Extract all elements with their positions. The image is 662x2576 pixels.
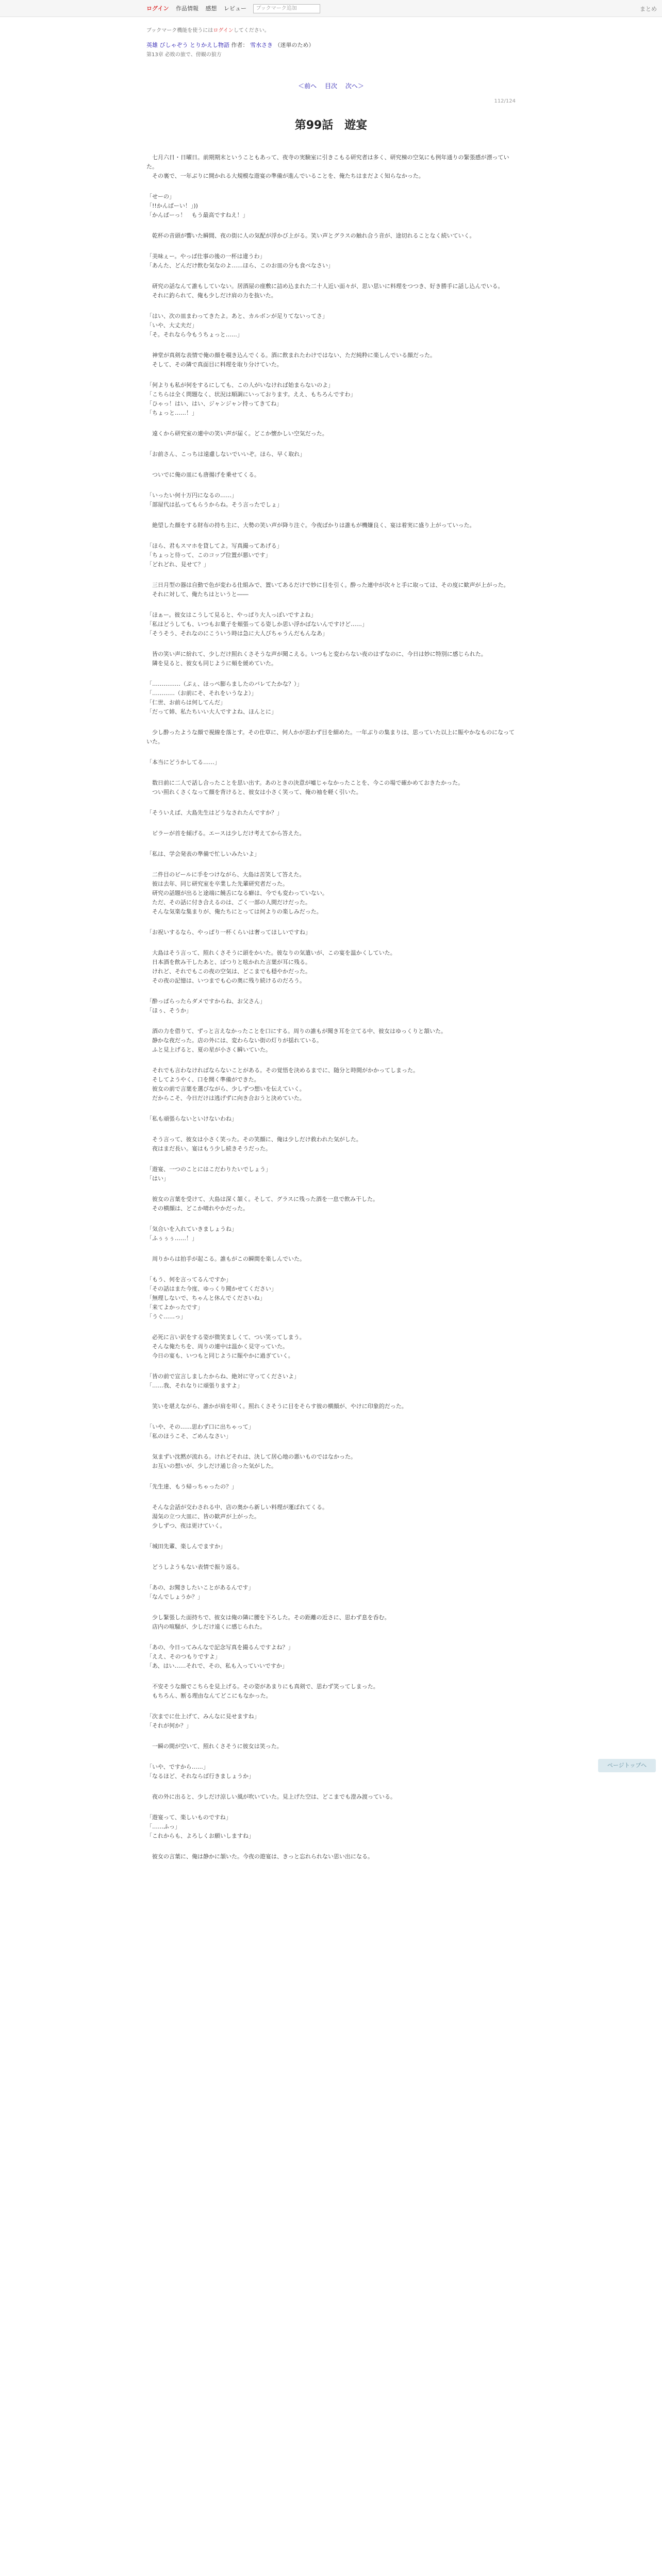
text-line: 気まずい沈黙が流れる。けれどそれは、決して居心地の悪いものではなかった。 — [146, 1453, 356, 1460]
text-line: 「お前さん、こっちは遠慮しないでいいぞ。ほら、早く取れ」 — [146, 451, 306, 457]
text-line: 少し酔ったような顔で視線を落とす。その仕草に、何人かが思わず目を細めた。一年ぶりの集まりは、思っていた以上に賑やかなものになっていた。 — [146, 729, 515, 745]
text-line: 「部屋代は払ってもらうからね。そう言ったでしょ」 — [146, 501, 283, 508]
text-line: そんな会話が交わされる中、店の奥から新しい料理が運ばれてくる。 — [146, 1504, 328, 1511]
paragraph-block — [146, 1682, 516, 1701]
text-line: 「……我、それなりに頑張りますよ」 — [146, 1382, 243, 1389]
paragraph-block — [146, 1852, 516, 1861]
text-line: そんな気楽な集まりが、俺たちにとっては何よりの楽しみだった。 — [146, 908, 322, 915]
text-line: ただ、その話に付き合えるのは、ごく一部の人間だけだった。 — [146, 899, 311, 906]
paragraph-block — [146, 252, 516, 270]
text-line: 「ほぅ、そうか」 — [146, 1007, 192, 1014]
text-line: 「お祝いするなら、やっぱり一杯くらいは奢ってほしいですね」 — [146, 929, 311, 936]
text-line: 「ほら、君もスマホを貸してよ。写真撮ってあげる」 — [146, 543, 283, 549]
text-line: 神堂が真剣な表情で俺の顔を覗き込んでくる。酒に飲まれたわけではない、ただ純粋に楽しんでいる顔だった。 — [146, 352, 436, 359]
text-line: 「私も頑張らないといけないわね」 — [146, 1115, 237, 1122]
paragraph-block — [146, 282, 516, 300]
paragraph-block — [146, 312, 516, 340]
text-line: 酒の力を借りて、ずっと言えなかったことを口にする。周りの誰もが聞き耳を立てる中、彼女はゆっくりと頷いた。 — [146, 1028, 447, 1035]
breadcrumb: 英雄 びしゃぞう とりかえし物語 作者： 雪水さき （迷単のため） — [146, 42, 315, 48]
paragraph-block — [146, 521, 516, 530]
paragraph-block — [146, 1066, 516, 1103]
text-line: 「仁世、お前らは何してんだ」 — [146, 699, 226, 706]
text-line: 「先生達、もう帰っちゃったの？」 — [146, 1483, 237, 1490]
text-line: 「来てよかったです」 — [146, 1304, 203, 1311]
text-line: 「私のほうこそ、ごめんなさい」 — [146, 1433, 231, 1439]
text-line: 「私は、学会発表の準備で忙しいみたいよ」 — [146, 851, 260, 857]
text-line: それに対して、俺たちはというと―― — [146, 591, 249, 598]
text-line: 彼女の言葉に、俺は静かに頷いた。今夜の遊宴は、きっと忘れられない思い出になる。 — [146, 1853, 373, 1860]
chapter-count: 112/124 — [494, 98, 516, 104]
paragraph-block — [146, 1643, 516, 1671]
paragraph-block — [146, 1372, 516, 1391]
paragraph-block — [146, 1114, 516, 1124]
text-line: 「…………（お前にそ、それをいうなよ）」 — [146, 690, 257, 697]
paragraph-block — [146, 1712, 516, 1731]
text-line: 七月六日・日曜日。前期期末ということもあって、夜寺の実験室に引きこもる研究者は多く、研究棟の空気にも例年通りの緊張感が漂っていた。 — [146, 154, 509, 170]
text-line: 三日月型の器は自動で色が変わる仕組みで、置いてあるだけで妙に目を引く。酔った連中が次々と手に取っては、その度に歓声が上がった。 — [146, 582, 509, 588]
text-line: 今日の宴も、いつもと同じように賑やかに過ぎていく。 — [146, 1352, 294, 1359]
next-link[interactable]: 次へ＞ — [345, 82, 364, 90]
main-content — [146, 26, 516, 1873]
text-line: 「遊宴って、楽しいものですね」 — [146, 1814, 231, 1821]
text-line: そして、その隣で真面目に料理を取り分けていた。 — [146, 361, 283, 368]
text-line: 「かんぱーっ！ もう最高ですねえ！」 — [146, 212, 249, 218]
text-line: ふと見上げると、夏の星が小さく瞬いていた。 — [146, 1046, 271, 1053]
paragraph-block — [146, 192, 516, 220]
paragraph-block — [146, 1165, 516, 1183]
paragraph-block — [146, 1482, 516, 1492]
text-line: 夜の外に出ると、少しだけ涼しい風が吹いていた。見上げた空は、どこまでも澄み渡っている。 — [146, 1793, 396, 1800]
text-line: 「……………（ぷぇ、ほっぺ膨らましたのバレてたかな？）」 — [146, 681, 303, 687]
paragraph-block — [146, 928, 516, 937]
text-line: そしてようやく、口を開く準備ができた。 — [146, 1076, 260, 1083]
paragraph-block — [146, 870, 516, 917]
paragraph-block — [146, 850, 516, 859]
chapter-body — [146, 153, 516, 1861]
site-logo[interactable]: まとめ — [640, 6, 657, 12]
paragraph-block — [146, 611, 516, 638]
text-line: そう言って、彼女は小さく笑った。その笑顔に、俺は少しだけ救われた気がした。 — [146, 1136, 362, 1143]
text-line: その夜の記憶は、いつまでも心の奥に残り続けるのだろう。 — [146, 977, 305, 984]
text-line: それでも言わなければならないことがある。その覚悟を決めるまでに、随分と時間がかかってしまった。 — [146, 1067, 419, 1074]
text-line: お互いの想いが、少しだけ通じ合った気がした。 — [146, 1463, 277, 1469]
text-line: 「もう、何を言ってるんですか」 — [146, 1276, 231, 1283]
text-line: もちろん、断る理由なんてどこにもなかった。 — [146, 1692, 272, 1699]
text-line: 「ちょっと待って、このコップ位置が悪いです」 — [146, 552, 271, 558]
paragraph-block — [146, 450, 516, 459]
text-line: 周りからは拍手が起こる。誰もがこの瞬間を楽しんでいた。 — [146, 1256, 305, 1262]
paragraph-block — [146, 948, 516, 986]
text-line: 乾杯の音頭が響いた瞬間、夜の街に人の気配が浮かび上がる。笑い声とグラスの触れ合う音が、途切れることなく続いていく。 — [146, 232, 475, 239]
text-line: 彼女の言葉を受けて、大島は深く頷く。そして、グラスに残った酒を一息で飲み干した。 — [146, 1196, 379, 1202]
text-line: 「ええ、そのつもりですよ」 — [146, 1653, 221, 1660]
paragraph-block — [146, 1613, 516, 1632]
text-line: 少し緊張した面持ちで、彼女は俺の隣に腰を下ろした。その距離の近さに、思わず息を呑む。 — [146, 1614, 390, 1621]
text-line: 必死に言い訳をする姿が微笑ましくて、つい笑ってしまう。 — [146, 1334, 305, 1341]
author-link[interactable]: 雪水さき — [250, 42, 273, 48]
series-link[interactable]: 英雄 びしゃぞう とりかえし物語 — [146, 42, 229, 48]
nav-item-impressions[interactable]: 感想 — [205, 5, 217, 12]
nav-item-review[interactable]: レビュー — [223, 5, 246, 12]
paragraph-block — [146, 1452, 516, 1471]
text-line: 「これからも、よろしくお願いしますね」 — [146, 1833, 254, 1839]
paragraph-block — [146, 1402, 516, 1411]
page-top-button[interactable]: ページトップへ — [598, 1759, 656, 1772]
text-line: 不安そうな顔でこちらを見上げる。その姿があまりにも真剣で、思わず笑ってしまった。 — [146, 1683, 379, 1690]
text-line: 「本当にどうかしてる……」 — [146, 759, 220, 766]
text-line: 「美味ぇー。やっぱ仕事の後の一杯は違うわ」 — [146, 253, 266, 260]
text-line: 隣を見ると、彼女も同じように頬を緩めていた。 — [146, 660, 277, 667]
text-line: 皆の笑い声に紛れて、少しだけ照れくさそうな声が聞こえる。いつもと変わらない夜のはずなのに、今日は妙に特別に感じられた。 — [146, 651, 487, 657]
paragraph-block — [146, 1583, 516, 1602]
text-line: その裏で、一年ぶりに開かれる大規模な遊宴の準備が進んでいることを、俺たちはまだよく知らなかった。 — [146, 173, 424, 179]
text-line: そんな俺たちを、周りの連中は温かく見守っていた。 — [146, 1343, 288, 1350]
paragraph-block — [146, 231, 516, 241]
nav-menu — [146, 4, 320, 13]
paragraph-block — [146, 778, 516, 797]
text-line: 「だって姉、私たちいい大人ですよね、ほんとに」 — [146, 708, 277, 715]
text-line: 研究の話なんて誰もしていない。居酒屋の座敷に詰め込まれた二十人近い面々が、思い思いに料理をつつき、好き勝手に話し込んでいる。 — [146, 283, 504, 290]
text-line: 大島はそう言って、照れくさそうに頭をかいた。彼なりの気遣いが、この宴を温かくしていた。 — [146, 950, 396, 956]
text-line: 静かな夜だった。店の外には、変わらない街の灯りが揺れている。 — [146, 1037, 322, 1044]
chapter-title: 第99話 遊宴 — [294, 119, 368, 132]
text-line: 「ちょっと……！」 — [146, 410, 197, 416]
text-line: 「あの、今日ってみんなで記念写真を撮るんですよね？」 — [146, 1644, 294, 1651]
text-line: 日本酒を飲み干したあと、ぽつりと呟かれた言葉が耳に残る。 — [146, 959, 311, 965]
text-line: 「そういえば、大島先生はどうなされたんですか？」 — [146, 809, 283, 816]
text-line: 「遊宴、一つのことにはこだわりたいでしょう」 — [146, 1166, 271, 1173]
text-line: 「私はどうしても、いつもお菓子を頬張ってる姿しか思い浮かばないんですけど……」 — [146, 621, 368, 628]
paragraph-block — [146, 650, 516, 668]
text-line: 「無理しないで、ちゃんと休んでくださいね」 — [146, 1295, 266, 1301]
paragraph-block — [146, 491, 516, 510]
text-line: 研究の話題が出ると途端に饒舌になる癖は、今でも変わっていない。 — [146, 890, 328, 896]
text-line: 「皆の前で宣言しましたからね、絶対に守ってくださいよ」 — [146, 1373, 300, 1380]
text-line: それに釣られて、俺も少しだけ肩の力を抜いた。 — [146, 292, 277, 299]
text-line: 「いや、その……思わず口に出ちゃって」 — [146, 1423, 254, 1430]
text-line: 「うぐ……っ」 — [146, 1313, 186, 1320]
text-line: ピラーが首を傾げる。エースは少しだけ考えてから答えた。 — [146, 830, 305, 837]
paragraph-block — [146, 1135, 516, 1154]
paragraph-block — [146, 1195, 516, 1213]
paragraph-block — [146, 680, 516, 717]
text-line: 絶望した顔をする財布の持ち主に、大勢の笑い声が降り注ぐ。今夜ばかりは誰もが機嫌良く、宴は着実に盛り上がっていった。 — [146, 522, 475, 529]
text-line: 「……ふっ」 — [146, 1823, 180, 1830]
paragraph-block — [146, 1792, 516, 1802]
text-line: 「なるほど、それならば行きましょうか」 — [146, 1773, 254, 1780]
text-line: 「せーの」 — [146, 193, 175, 200]
text-line: 遠くから研究室の連中の笑い声が届く。どこか懐かしい空気だった。 — [146, 430, 328, 437]
text-line: けれど、それでもこの夜の空気は、どこまでも穏やかだった。 — [146, 968, 311, 975]
text-line: 「そ。それなら今もうちょっと……」 — [146, 331, 243, 338]
paragraph-block — [146, 470, 516, 480]
text-line: 笑いを堪えながら、誰かが肩を叩く。照れくさそうに目をそらす彼の横顔が、やけに印象的だった。 — [146, 1403, 407, 1410]
text-line: 「いや、ですから……」 — [146, 1764, 209, 1770]
paragraph-block — [146, 1027, 516, 1055]
text-line: 彼は去年、同じ研究室を卒業した先輩研究者だった。 — [146, 880, 288, 887]
text-line: 「なんでしょうか？」 — [146, 1594, 203, 1600]
text-line: 「ほぁー。彼女はこうして見ると、やっぱり大人っぽいですよね」 — [146, 612, 317, 618]
text-line: 「酔っぱらったらダメですからね、お父さん」 — [146, 998, 266, 1005]
text-line: 店内の喧騒が、少しだけ遠くに感じられた。 — [146, 1623, 266, 1630]
text-line: 「はい、次の皿まわってきたよ。あと、カルボンが足りてないってさ」 — [146, 313, 328, 319]
toc-link[interactable]: 目次 — [324, 82, 337, 90]
paragraph-block — [146, 1542, 516, 1551]
text-line: ついでに俺の皿にも唐揚げを乗せてくる。 — [146, 471, 260, 478]
text-line: 「次までに仕上げて、みんなに見せますね」 — [146, 1713, 260, 1720]
paragraph-block — [146, 1503, 516, 1531]
paragraph-block — [146, 758, 516, 767]
paragraph-block — [146, 381, 516, 418]
paragraph-block — [146, 429, 516, 438]
text-line: 湯気の立つ大皿に、皆の歓声が上がった。 — [146, 1513, 260, 1520]
text-line: 彼女の前で言葉を選びながら、少しずつ想いを伝えていく。 — [146, 1086, 305, 1092]
text-line: つい照れくさくなって顔を背けると、彼女は小さく笑って、俺の袖を軽く引いた。 — [146, 789, 362, 795]
paragraph-block — [146, 153, 516, 181]
chapter-info: 第13章 必敗の旅で、傍観の狼方 — [146, 52, 222, 58]
paragraph-block — [146, 1762, 516, 1781]
paragraph-block — [146, 728, 516, 747]
text-line: 「あ、はい……それで、その、私も入っていいですか」 — [146, 1663, 288, 1669]
paragraph-block — [146, 1422, 516, 1441]
login-link[interactable]: ログイン — [146, 5, 169, 12]
text-line: 「はい」 — [146, 1175, 169, 1182]
paragraph-block — [146, 1813, 516, 1841]
paragraph-block — [146, 997, 516, 1015]
text-line: 「どれどれ、見せて？」 — [146, 561, 209, 568]
text-line: 「いったい何十万円になるの……」 — [146, 492, 237, 499]
text-line: だからこそ、今日だけは逃げずに向き合おうと決めていた。 — [146, 1095, 305, 1101]
text-line: 「ひゃっ！はい、はい、ジャンジャン持ってきてね」 — [146, 400, 283, 407]
text-line: 「それが何か？」 — [146, 1722, 192, 1729]
text-line: 夜はまだ長い。宴はもう少し続きそうだった。 — [146, 1145, 271, 1152]
paragraph-block — [146, 1225, 516, 1243]
nav-item-info[interactable]: 作品情報 — [175, 5, 198, 12]
bookmark-add-button[interactable]: ブックマーク追加 — [253, 4, 320, 13]
login-alert: ブックマーク機能を使うにはログインしてください。 — [146, 28, 270, 33]
text-line: 「城田先輩、楽しんでますか」 — [146, 1543, 226, 1550]
text-line: 「あんた、どんだけ飲む気なのよ……ほら、このお皿の分も食べなさい」 — [146, 262, 334, 269]
text-line: 「気合いを入れていきましょうね」 — [146, 1226, 237, 1232]
text-line: 「!!かんぱーい！」)) — [146, 202, 198, 209]
alert-login-link[interactable]: ログイン — [213, 28, 234, 33]
text-line: 「何よりも私が何をするにしても、この人がいなければ始まらないのよ」 — [146, 382, 334, 388]
paragraph-block — [146, 808, 516, 818]
text-line: 数日前に二人で話し合ったことを思い出す。あのときの決意が嘘じゃなかったことを、今この場で確かめておきたかった。 — [146, 779, 464, 786]
prev-link[interactable]: ＜前へ — [298, 82, 317, 90]
text-line: 「あの、お聞きしたいことがあるんです」 — [146, 1584, 254, 1591]
paragraph-block — [146, 1742, 516, 1751]
text-line: 一瞬の間が空いて、照れくさそうに彼女は笑った。 — [146, 1743, 283, 1750]
paragraph-block — [146, 1275, 516, 1321]
text-line: 「ふぅぅぅ……！」 — [146, 1235, 197, 1242]
paragraph-block — [146, 1333, 516, 1361]
paragraph-block — [146, 1563, 516, 1572]
text-line: その横顔は、どこか晴れやかだった。 — [146, 1205, 249, 1212]
paragraph-block — [146, 1255, 516, 1264]
paragraph-block — [146, 581, 516, 599]
text-line: 二件目のビールに手をつけながら、大島は苦笑して答えた。 — [146, 871, 305, 878]
text-line: 「その話はまた今度、ゆっくり聞かせてください」 — [146, 1285, 277, 1292]
text-line: どうしようもない表情で振り返る。 — [146, 1564, 243, 1570]
text-line: 少しずつ、夜は更けていく。 — [146, 1522, 226, 1529]
paragraph-block — [146, 829, 516, 838]
paragraph-block — [146, 351, 516, 369]
text-line: 「そうそう、それなのにこういう時は急に大人びちゃうんだもんなあ」 — [146, 630, 328, 637]
top-navigation-bar — [0, 0, 662, 17]
pager-top — [146, 81, 516, 90]
text-line: 「いや、大丈夫だ」 — [146, 322, 197, 329]
paragraph-block — [146, 541, 516, 569]
text-line: 「こちらは全く問題なく、状況は順調にいっております。ええ、もちろんですわ」 — [146, 391, 356, 398]
